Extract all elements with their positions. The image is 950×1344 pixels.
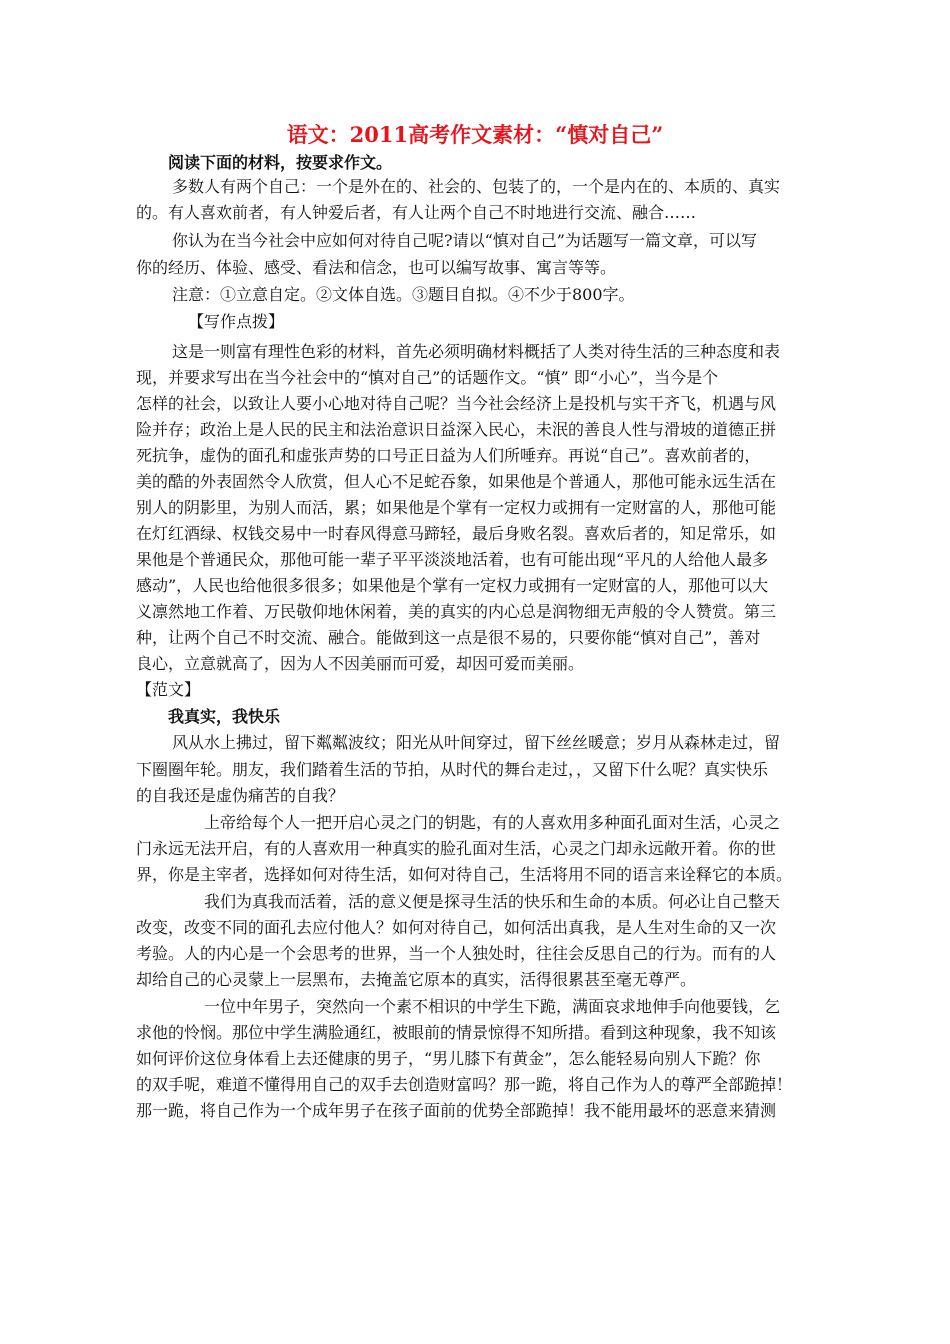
text-line: 门永远无法开启，有的人喜欢用一种真实的脸孔面对生活，心灵之门却永远敞开着。你的世 (136, 839, 777, 858)
text-line: 的自我还是虚伪痛苦的自我？ (136, 786, 345, 805)
text-line: 的双手呢，难道不懂得用自己的双手去创造财富吗？那一跪，将自己作为人的尊严全部跪掉！ (136, 1075, 793, 1094)
text-line: 那一跪，将自己作为一个成年男子在孩子面前的优势全部跪掉！我不能用最坏的恶意来猜测 (136, 1101, 777, 1120)
text-line: 感动”，人民也给他很多很多；如果他是个掌有一定权力或拥有一定财富的人，那他可以大 (136, 576, 769, 595)
text-line: 义凛然地工作着、万民敬仰地休闲着，美的真实的内心总是润物细无声般的令人赞赏。第三 (136, 602, 777, 621)
text-line: 我们为真我而活着，活的意义便是探寻生活的快乐和生命的本质。何必让自己整天 (204, 892, 781, 911)
text-line: 改变，改变不同的面孔去应付他人？如何对待自己，如何活出真我，是人生对生命的又一次 (136, 918, 777, 937)
text-line: 下圈圈年轮。朋友，我们踏着生活的节拍，从时代的舞台走过，，又留下什么呢？真实快乐 (136, 760, 769, 779)
text-line: 果他是个普通民众，那他可能一辈子平平淡淡地活着，也有可能出现“平凡的人给他人最多 (136, 550, 769, 569)
text-line: 【写作点拨】 (188, 312, 285, 331)
text-line: 险并存；政治上是人民的民主和法治意识日益深入民心，未泯的善良人性与滑坡的道德正拼 (136, 420, 777, 439)
text-line: 在灯红酒绿、权钱交易中一时春风得意马蹄轻，最后身败名裂。喜欢后者的，知足常乐，如 (136, 524, 777, 543)
text-line: 怎样的社会，以致让人要小心地对待自己呢？当今社会经济上是投机与实干齐飞，机遇与风 (136, 394, 777, 413)
text-line: 求他的怜悯。那位中学生满脸通红，被眼前的情景惊得不知所措。看到这种现象，我不知该 (136, 1023, 777, 1042)
text-line: 死抗争，虚伪的面孔和虚张声势的口号正日益为人们所唾弃。再说“自己”。喜欢前者的， (136, 446, 761, 465)
text-line: 注意：①立意自定。②文体自选。③题目自拟。④不少于800字。 (172, 285, 635, 304)
text-line: 【范文】 (136, 680, 201, 699)
text-line: 的。有人喜欢前者，有人钟爱后者，有人让两个自己不时地进行交流、融合…… (136, 203, 697, 222)
text-line: 现，并要求写出在当今社会中的“慎对自己”的话题作文。“慎” 即“小心”，当今是个 (136, 368, 719, 387)
text-line: 考验。人的内心是一个会思考的世界，当一个人独处时，往往会反思自己的行为。而有的人 (136, 944, 777, 963)
text-line: 种，让两个自己不时交流、融合。能做到这一点是很不易的，只要你能“慎对自己”，善对 (136, 628, 761, 647)
text-line: 如何评价这位身体看上去还健康的男子，“男儿膝下有黄金”，怎么能轻易向别人下跪？你 (136, 1049, 761, 1068)
text-line: 美的酷的外表固然令人欣赏，但人心不足蛇吞象，如果他是个普通人，那他可能永远生活在 (136, 472, 777, 491)
text-line: 风从水上拂过，留下粼粼波纹；阳光从叶间穿过，留下丝丝暖意；岁月从森林走过，留 (172, 733, 781, 752)
text-line: 多数人有两个自己：一个是外在的、社会的、包装了的，一个是内在的、本质的、真实 (172, 177, 781, 196)
text-line: 却给自己的心灵蒙上一层黑布，去掩盖它原本的真实，活得很累甚至毫无尊严。 (136, 970, 697, 989)
text-line: 这是一则富有理性色彩的材料，首先必须明确材料概括了人类对待生活的三种态度和表 (172, 342, 781, 361)
text-line: 你认为在当今社会中应如何对待自己呢?请以“慎对自己”为话题写一篇文章，可以写 (172, 231, 757, 250)
text-line: 界，你是主宰者，选择如何对待生活，如何对待自己，生活将用不同的语言来诠释它的本质。 (136, 865, 793, 884)
text-line: 一位中年男子，突然向一个素不相识的中学生下跪，满面哀求地伸手向他要钱，乞 (204, 997, 781, 1016)
text-line: 我真实，我快乐 (168, 707, 281, 726)
text-line: 阅读下面的材料，按要求作文。 (168, 153, 393, 172)
text-line: 你的经历、体验、感受、看法和信念，也可以编写故事、寓言等等。 (136, 258, 617, 277)
text-line: 别人的阴影里，为别人而活，累；如果他是个掌有一定权力或拥有一定财富的人，那他可能 (136, 498, 777, 517)
text-line: 上帝给每个人一把开启心灵之门的钥匙，有的人喜欢用多种面孔面对生活，心灵之 (204, 813, 781, 832)
text-line: 良心，立意就高了，因为人不因美丽而可爱，却因可爱而美丽。 (136, 654, 585, 673)
document-title: 语文：2011高考作文素材：“慎对自己” (286, 122, 664, 147)
